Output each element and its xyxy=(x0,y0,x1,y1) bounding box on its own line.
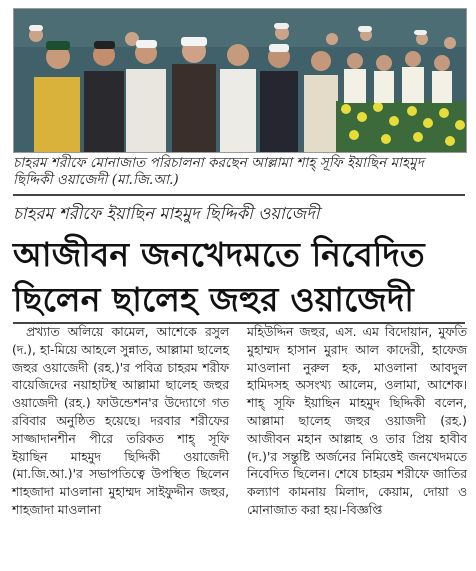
news-photo xyxy=(13,8,467,153)
kicker: চাহরম শরীফে ইয়াছিন মাহমুদ ছিদ্দিকী ওয়াজেদী xyxy=(13,204,320,223)
divider xyxy=(13,194,465,196)
headline-line-2: ছিলেন ছালেহ জহুর ওয়াজেদী xyxy=(13,280,415,319)
photo-icon xyxy=(14,9,466,152)
photo-caption: চাহরম শরীফে মোনাজাত পরিচালনা করছেন আল্লামা শাহ্ সূফি ইয়াছিন মাহমুদ ছিদ্দিকী ওয়াজেদী (মা.জি.আ.) xyxy=(13,155,424,188)
headline-line-1: আজীবন জনখেদমতে নিবেদিত xyxy=(13,235,425,274)
body-column-right: মহিউদ্দিন জহুর, এস. এম বিদোয়ান, মুফতি মুহাম্মদ হাসান মুরাদ আল কাদেরী, হাফেজ মাওলানা নুরুল হক, মাওলানা আবদুল হামিদসহ অসংখ্য আলেম, ওলামা, আশেক। শাহ্ সূফি ইয়াছিন মাহমুদ ছিদ্দিকী বলেন, আল্লামা ছালেহ জহুর ওয়াজদী (রহ.) আজীবন মহান আল্লাহ ও তার প্রিয় হাবীব (দ.)'র সন্তুষ্টি অর্জনের নিমিত্তেই জনখেদমতে নিবেদিত ছিলেন। শেষে চাহরম শরীফে জাতির কল্যাণ কামনায় মিলাদ, কেয়াম, দোয়া ও মোনাজাত করা হয়।-বিজ্ঞপ্তি xyxy=(247,325,467,517)
headline xyxy=(13,232,465,322)
body-column-left: প্রখ্যাত অলিয়ে কামেল, আশেকে রসুল (দ.), হা-মিয়ে আহলে সুন্নাত, আল্লামা ছালেহ জহুর ওয়াজেদী (রহ.)'র পবিত্র চাহরম শরীফ বায়েজিদের নয়াহাটস্থ আল্লামা ছালেহ জহুর ওয়াজেদী (রহ.) ফাউন্ডেশন'র উদ্যোগে গত রবিবার অনুষ্ঠিত হয়েছে। দরবার শরীফের সাজ্জাদানশীন পীরে তরিকত শাহ্ সূফি ইয়াছিন মাহমুদ ছিদ্দিকী ওয়াজেদী (মা.জি.আ.)'র সভাপতিত্বে উপস্থিত ছিলেন শাহজাদা মাওলানা মুহাম্মদ সাইফুদ্দীন জহুর, শাহজাদা মাওলানা xyxy=(12,325,229,517)
